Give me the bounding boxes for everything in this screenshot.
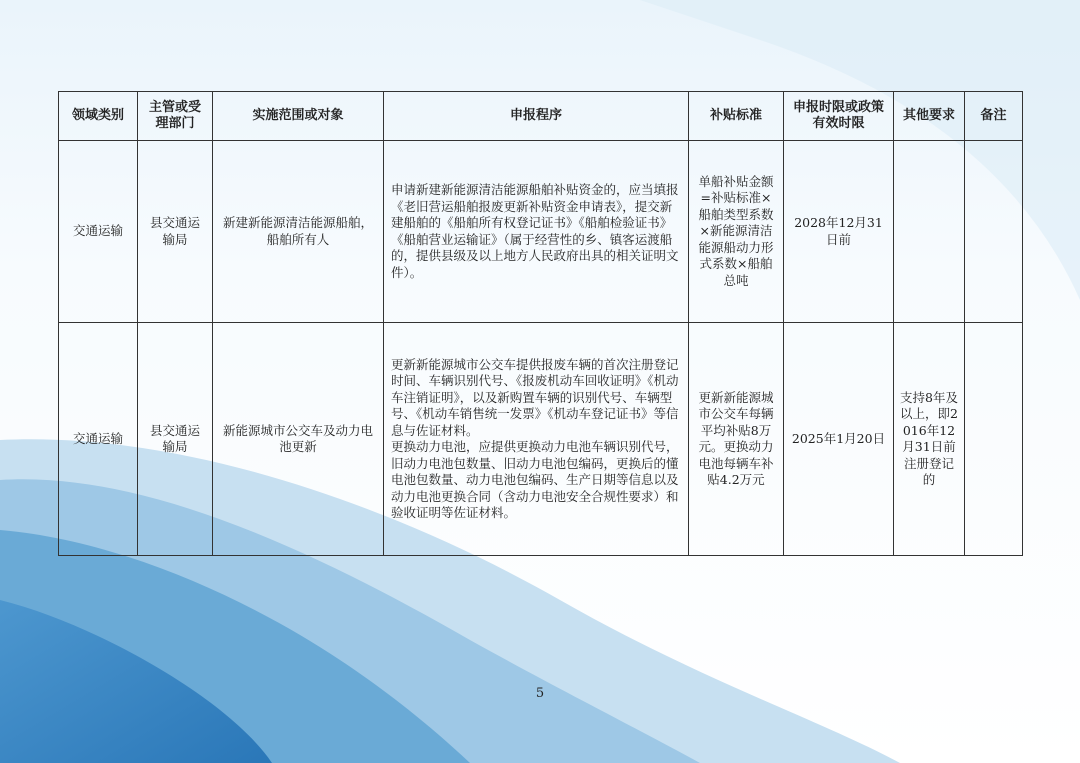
cell-category: 交通运输 — [59, 323, 138, 556]
cell-other: 支持8年及以上，即2016年12月31日前注册登记的 — [894, 323, 965, 556]
header-department: 主管或受理部门 — [138, 92, 213, 141]
cell-other — [894, 141, 965, 323]
header-deadline: 申报时限或政策有效时限 — [784, 92, 894, 141]
page-number: 5 — [535, 686, 545, 701]
table-row — [59, 141, 1023, 323]
cell-scope: 新建新能源清洁能源船舶，船舶所有人 — [213, 141, 384, 323]
header-scope: 实施范围或对象 — [213, 92, 384, 141]
cell-deadline: 2028年12月31日前 — [784, 141, 894, 323]
header-other: 其他要求 — [894, 92, 965, 141]
procedure-paragraph: 更新新能源城市公交车提供报废车辆的首次注册登记时间、车辆识别代号、《报废机动车回收证明》《机动车注销证明》，以及新购置车辆的识别代号、车辆型号、《机动车销售统一发票》《机动车登记证书》等信息与佐证材料。 — [391, 356, 679, 438]
table-header-row — [59, 92, 1023, 141]
cell-department: 县交通运输局 — [138, 323, 213, 556]
header-category: 领域类别 — [59, 92, 138, 141]
cell-procedure: 申请新建新能源清洁能源船舶补贴资金的，应当填报《老旧营运船舶报废更新补贴资金申请表》，提交新建船舶的《船舶所有权登记证书》《船舶检验证书》《船舶营业运输证》（属于经营性的乡、镇客运渡船的，提供县级及以上地方人民政府出具的相关证明文件）。 — [384, 141, 689, 323]
cell-scope: 新能源城市公交车及动力电池更新 — [213, 323, 384, 556]
cell-category: 交通运输 — [59, 141, 138, 323]
header-standard: 补贴标准 — [689, 92, 784, 141]
cell-department: 县交通运输局 — [138, 141, 213, 323]
cell-procedure — [384, 323, 689, 556]
cell-remark — [965, 141, 1023, 323]
header-procedure: 申报程序 — [384, 92, 689, 141]
cell-standard: 更新新能源城市公交车每辆平均补贴8万元。更换动力电池每辆车补贴4.2万元 — [689, 323, 784, 556]
procedure-paragraph: 更换动力电池，应提供更换动力电池车辆识别代号，旧动力电池包数量、旧动力电池包编码，更换后的懂电池包数量、动力电池包编码、生产日期等信息以及动力电池更换合同（含动力电池安全合规性要求）和验收证明等佐证材料。 — [391, 439, 679, 520]
cell-remark — [965, 323, 1023, 556]
header-remark: 备注 — [965, 92, 1023, 141]
table-row — [59, 323, 1023, 556]
subsidy-table — [58, 91, 1023, 556]
cell-standard: 单船补贴金额=补贴标准×船舶类型系数×新能源清洁能源船动力形式系数×船舶总吨 — [689, 141, 784, 323]
cell-deadline: 2025年1月20日 — [784, 323, 894, 556]
